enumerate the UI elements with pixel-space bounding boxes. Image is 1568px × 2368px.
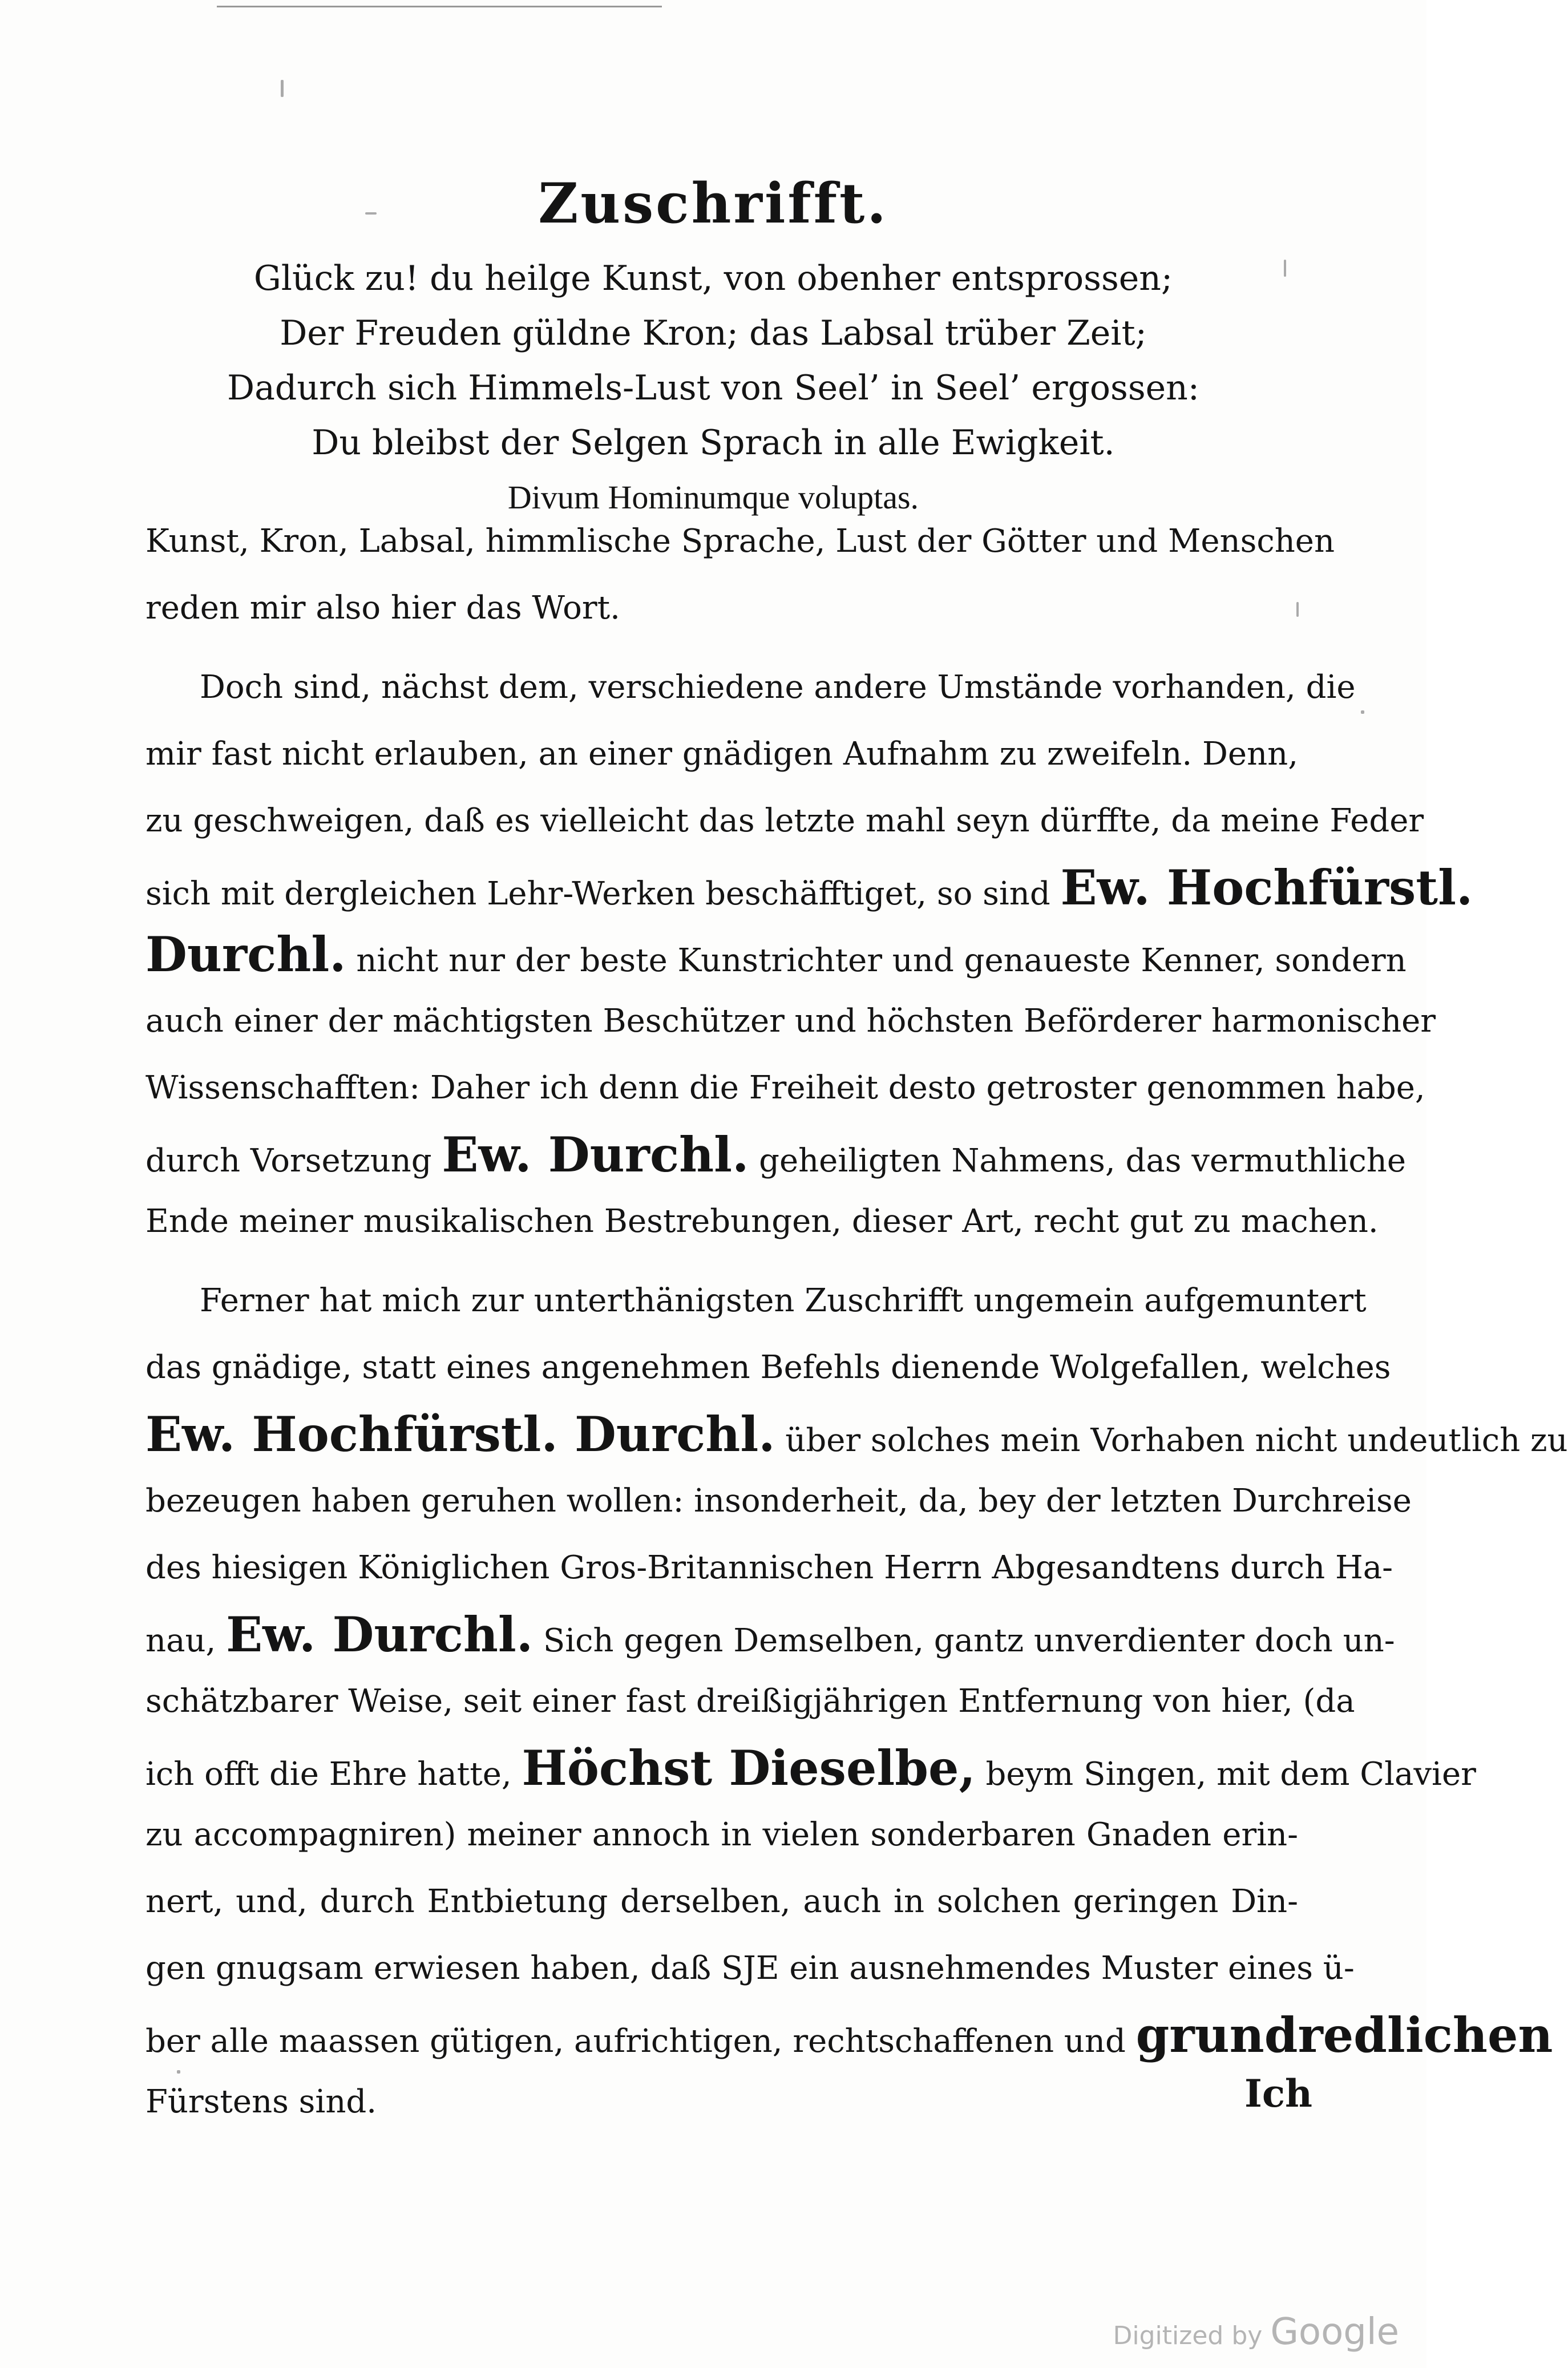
- honorific-title: Höchst Dieselbe,: [522, 1740, 976, 1796]
- verse-line: Glück zu! du heilge Kunst, von obenher entsprossen;: [253, 258, 1173, 298]
- paragraph-3: [146, 1267, 1568, 2135]
- verse-line: Du bleibst der Selgen Sprach in alle Ewigkeit.: [312, 423, 1115, 463]
- text-line: Wissenschafften: Daher ich denn die Freiheit desto getroster genommen habe,: [146, 1069, 1425, 1106]
- verse-block: [0, 251, 1426, 525]
- print-speck: [1361, 710, 1364, 714]
- google-logo: Google: [1270, 2311, 1399, 2353]
- print-speck: [281, 80, 284, 97]
- text-span: durch Vorsetzung: [146, 1142, 432, 1179]
- text-line: mir fast nicht erlauben, an einer gnädigen Aufnahm zu zweifeln. Denn,: [146, 736, 1298, 773]
- text-line: Ende meiner musikalischen Bestrebungen, dieser Art, recht gut zu machen.: [146, 1203, 1379, 1240]
- verse-line: Der Freuden güldne Kron; das Labsal trüber Zeit;: [280, 313, 1147, 353]
- body-text: [146, 508, 1568, 2135]
- text-line: auch einer der mächtigsten Beschützer und höchsten Beförderer harmonischer: [146, 1003, 1436, 1040]
- page-title: Zuschrifft.: [538, 171, 888, 236]
- text-line: [146, 2002, 1553, 2068]
- text-span: ich offt die Ehre hatte,: [146, 1756, 512, 1793]
- text-line: [146, 1601, 1395, 1668]
- honorific-title: Durchl.: [146, 926, 346, 983]
- latin-motto: Divum Hominumque voluptas.: [507, 479, 919, 516]
- text-line: Doch sind, nächst dem, verschiedene andere Umstände vorhanden, die: [200, 669, 1356, 706]
- text-line: zu accompagniren) meiner annoch in vielen sonderbaren Gnaden erin-: [146, 1816, 1298, 1853]
- text-line: [146, 921, 1407, 988]
- text-line: [146, 1121, 1406, 1188]
- text-line: [146, 1401, 1568, 1468]
- text-line: [146, 854, 1473, 921]
- text-line: das gnädige, statt eines angenehmen Befehls dienende Wolgefallen, welches: [146, 1349, 1391, 1386]
- catchword: Ich: [1244, 2071, 1312, 2116]
- text-span: nau,: [146, 1622, 216, 1659]
- text-span: nicht nur der beste Kunstrichter und genaueste Kenner, sondern: [356, 942, 1407, 979]
- digitized-watermark: [1113, 2311, 1399, 2353]
- paragraph-gap: [146, 641, 1298, 654]
- text-span: über solches mein Vorhaben nicht undeutlich zu: [785, 1422, 1568, 1459]
- honorific-title: Ew. Hochfürstl. Durchl.: [146, 1406, 775, 1462]
- honorific-title: Ew. Durchl.: [442, 1126, 749, 1183]
- verse-line: Dadurch sich Himmels-Lust von Seel’ in Seel’ ergossen:: [227, 368, 1199, 408]
- text-span: sich mit dergleichen Lehr-Werken beschäfftiget, so sind: [146, 875, 1050, 912]
- top-edge-rule: [217, 0, 662, 7]
- emphasis-word: grundredlichen: [1135, 2007, 1553, 2063]
- text-line: Fürstens sind.: [146, 2083, 377, 2120]
- text-line: Ferner hat mich zur unterthänigsten Zuschrifft ungemein aufgemuntert: [200, 1282, 1367, 1319]
- text-line: schätzbarer Weise, seit einer fast dreißigjährigen Entfernung von hier, (da: [146, 1683, 1355, 1720]
- text-span: geheiligten Nahmens, das vermuthliche: [759, 1142, 1406, 1179]
- text-line: nert, und, durch Entbietung derselben, auch in solchen geringen Din-: [146, 1883, 1298, 1920]
- text-line: zu geschweigen, daß es vielleicht das letzte mahl seyn dürffte, da meine Feder: [146, 802, 1424, 839]
- honorific-title: Ew. Hochfürstl.: [1060, 859, 1473, 916]
- text-line: des hiesigen Königlichen Gros-Britannischen Herrn Abgesandtens durch Ha-: [146, 1549, 1393, 1586]
- text-line: [146, 1735, 1476, 1801]
- text-span: Sich gegen Demselben, gantz unverdienter doch un-: [543, 1622, 1395, 1659]
- text-span: ber alle maassen gütigen, aufrichtigen, rechtschaffenen und: [146, 2023, 1126, 2060]
- text-line: reden mir also hier das Wort.: [146, 589, 620, 627]
- honorific-title: Ew. Durchl.: [226, 1606, 534, 1663]
- text-line: Kunst, Kron, Labsal, himmlische Sprache, Lust der Götter und Menschen: [146, 523, 1335, 560]
- text-line: gen gnugsam erwiesen haben, daß SJE ein ausnehmendes Muster eines ü-: [146, 1950, 1355, 1987]
- text-line: bezeugen haben geruhen wollen: insonderheit, da, bey der letzten Durchreise: [146, 1482, 1412, 1520]
- paragraph-2: [146, 654, 1473, 1255]
- watermark-prefix: Digitized by: [1113, 2321, 1263, 2350]
- text-span: beym Singen, mit dem Clavier: [985, 1756, 1476, 1793]
- paragraph-gap: [146, 1255, 1298, 1267]
- paragraph-1: [146, 508, 1335, 641]
